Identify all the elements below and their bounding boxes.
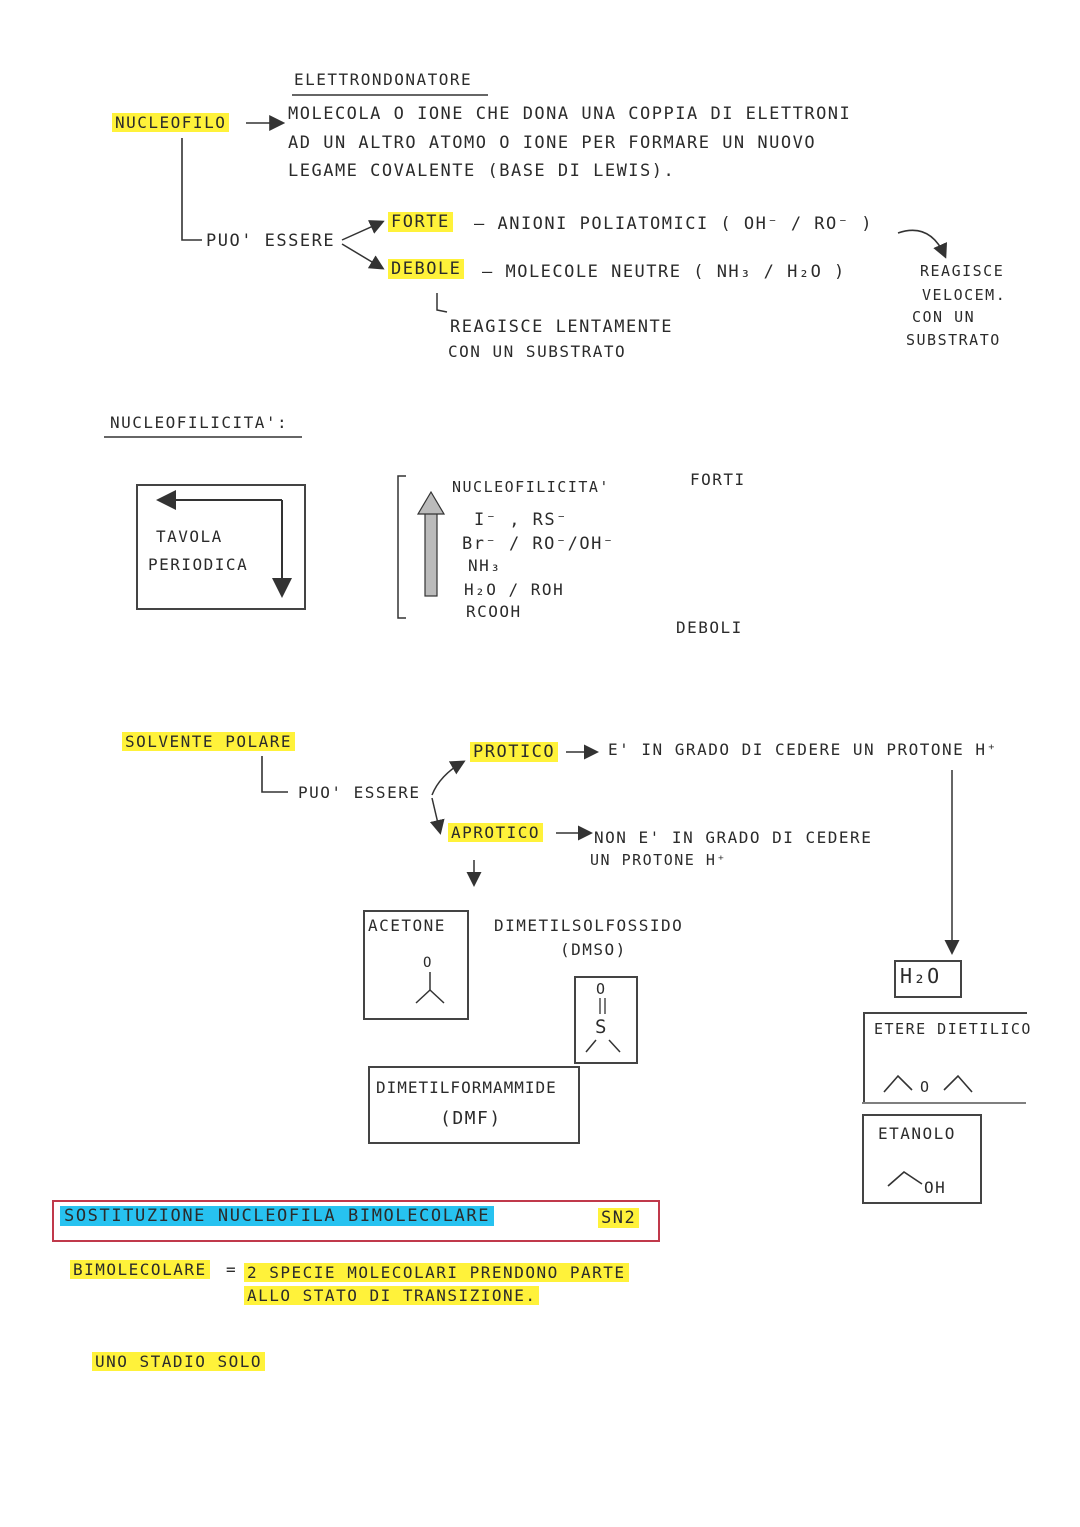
forte-label: FORTE <box>388 212 453 232</box>
elettrondonatore-note: ELETTRONDONATORE <box>294 70 473 89</box>
bimolecolare-eq: = <box>226 1260 238 1279</box>
debole-note-1: REAGISCE LENTAMENTE <box>450 317 673 337</box>
deboli-label: DEBOLI <box>676 618 743 637</box>
forte-desc: — ANIONI POLIATOMICI ( OH⁻ / RO⁻ ) <box>474 214 873 234</box>
debole-label: DEBOLE <box>388 259 464 279</box>
forte-note-1: REAGISCE <box>920 262 1005 280</box>
nucleofilo-def-line2: AD UN ALTRO ATOMO O IONE PER FORMARE UN NUOVO <box>288 133 817 153</box>
debole-note-2: CON UN SUBSTRATO <box>448 342 627 361</box>
nucleofili-row-2: Br⁻ / RO⁻/OH⁻ <box>462 534 615 554</box>
acetone-oxygen: O <box>423 955 433 971</box>
nucleofilo-def-line3: LEGAME COVALENTE (BASE DI LEWIS). <box>288 161 676 181</box>
acetone-label: ACETONE <box>368 916 446 935</box>
nucleofilicita-axis-label: NUCLEOFILICITA' <box>452 478 610 496</box>
solvente-polare-label: SOLVENTE POLARE <box>122 732 295 751</box>
forte-note-3: CON UN <box>912 308 976 326</box>
forti-label: FORTI <box>690 470 746 489</box>
nucleofilo-def-line1: MOLECOLA O IONE CHE DONA UNA COPPIA DI ELETTRONI <box>288 104 852 124</box>
dmso-oxygen: O <box>596 980 607 998</box>
dmf-abbr: (DMF) <box>440 1108 502 1129</box>
nucleofilo-label: NUCLEOFILO <box>112 113 229 132</box>
etanolo-oh: OH <box>924 1178 947 1197</box>
protico-label: PROTICO <box>470 742 558 762</box>
etere-label: ETERE DIETILICO <box>874 1020 1032 1038</box>
bimolecolare-label: BIMOLECOLARE <box>70 1260 210 1279</box>
nucleofilicita-title: NUCLEOFILICITA': <box>110 413 289 432</box>
dmf-label: DIMETILFORMAMMIDE <box>376 1078 557 1097</box>
forte-note-4: SUBSTRATO <box>906 331 1001 349</box>
dmso-label: DIMETILSOLFOSSIDO <box>494 916 684 935</box>
water-label: H₂O <box>900 964 941 988</box>
periodica-label: PERIODICA <box>148 555 249 574</box>
bimolecolare-def-line2: ALLO STATO DI TRANSIZIONE. <box>244 1286 539 1305</box>
bimolecolare-def-line1: 2 SPECIE MOLECOLARI PRENDONO PARTE <box>244 1263 629 1282</box>
nucleofili-row-5: RCOOH <box>466 602 522 621</box>
debole-desc: — MOLECOLE NEUTRE ( NH₃ / H₂O ) <box>482 262 846 282</box>
dmso-sulfur: S <box>595 1016 608 1038</box>
tavola-label: TAVOLA <box>156 527 223 546</box>
nucleofili-row-3: NH₃ <box>468 556 502 575</box>
sn2-title: SOSTITUZIONE NUCLEOFILA BIMOLECOLARE <box>60 1206 494 1226</box>
aprotico-desc-line1: NON E' IN GRADO DI CEDERE <box>594 828 873 847</box>
puo-essere-label: PUO' ESSERE <box>206 231 336 251</box>
nucleofili-row-1: I⁻ , RS⁻ <box>474 510 568 530</box>
dmso-abbr: (DMSO) <box>560 940 627 959</box>
tavola-periodica-box <box>136 484 306 610</box>
etere-oxygen: O <box>920 1078 931 1096</box>
etanolo-label: ETANOLO <box>878 1124 956 1143</box>
nucleofili-row-4: H₂O / ROH <box>464 580 565 599</box>
protico-desc: E' IN GRADO DI CEDERE UN PROTONE H⁺ <box>608 740 998 759</box>
aprotico-label: APROTICO <box>448 823 543 842</box>
aprotico-desc-line2: UN PROTONE H⁺ <box>590 851 727 869</box>
sn2-code: SN2 <box>598 1208 639 1228</box>
uno-stadio-solo: UNO STADIO SOLO <box>92 1352 265 1371</box>
solvente-puo-essere: PUO' ESSERE <box>298 783 421 802</box>
forte-note-2: VELOCEM. <box>922 286 1007 304</box>
